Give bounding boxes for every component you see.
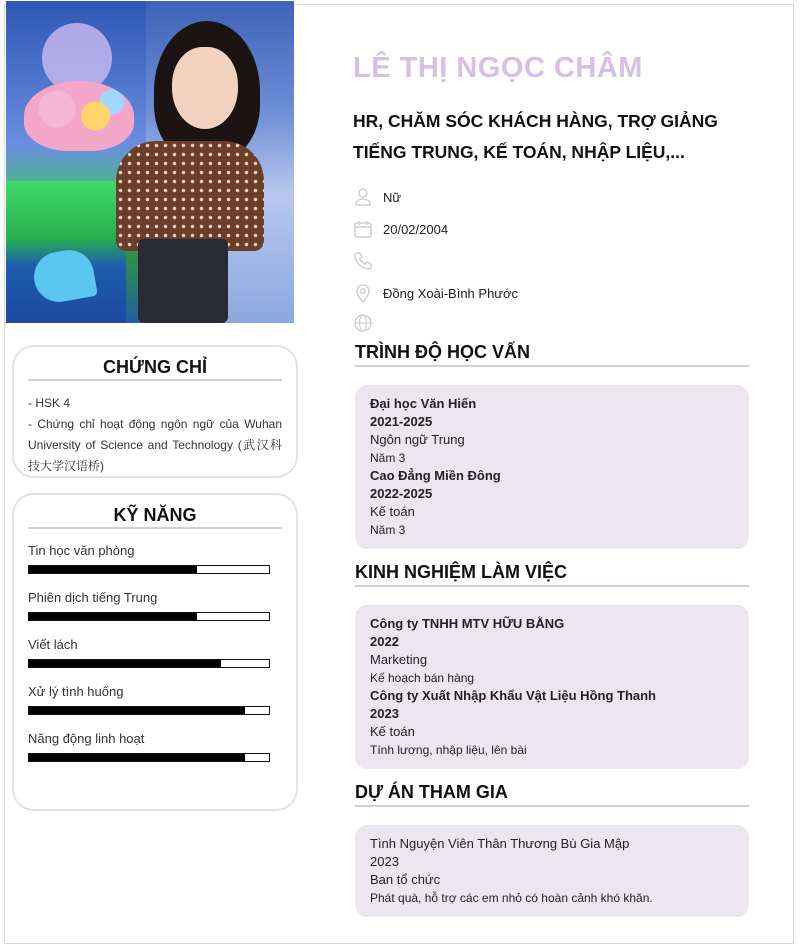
skill-item xyxy=(28,637,282,668)
skill-bar-fill xyxy=(29,754,245,761)
user-icon xyxy=(353,187,373,207)
experience-company: Công ty TNHH MTV HỮU BẰNG xyxy=(370,616,565,631)
skill-item xyxy=(28,543,282,574)
gender-text: Nữ xyxy=(383,189,402,205)
candidate-name: LÊ THỊ NGỌC CHÂM xyxy=(353,52,643,84)
experience-role: Marketing xyxy=(370,652,428,667)
contact-gender xyxy=(353,186,401,208)
certificates-list xyxy=(28,393,282,477)
project-desc: Phát quà, hỗ trợ các em nhỏ có hoàn cảnh khó khăn. xyxy=(370,891,653,905)
experience-desc: Kế hoạch bán hàng xyxy=(370,671,475,685)
project-role: Ban tổ chức xyxy=(370,872,441,887)
skill-item xyxy=(28,731,282,762)
experience-desc: Tính lương, nhập liệu, lên bài xyxy=(370,743,527,757)
education-years: 2021-2025 xyxy=(370,414,433,429)
skills-list xyxy=(14,543,296,762)
contact-phone xyxy=(353,250,383,272)
experience-year: 2022 xyxy=(370,634,399,649)
skill-bar-fill xyxy=(29,660,221,667)
skill-name: Viết lách xyxy=(28,637,78,652)
education-card xyxy=(355,385,749,549)
skill-name: Xử lý tình huống xyxy=(28,684,124,699)
certificate-item: - HSK 4 xyxy=(28,396,71,410)
profile-photo xyxy=(6,1,294,323)
education-school: Cao Đẳng Miền Đông xyxy=(370,468,501,483)
contact-website xyxy=(353,314,383,332)
experience-card xyxy=(355,605,749,769)
skill-bar-fill xyxy=(29,707,245,714)
certificates-box xyxy=(12,345,298,478)
job-title: HR, CHĂM SÓC KHÁCH HÀNG, TRỢ GIẢNG TIẾNG TRUNG, KẾ TOÁN, NHẬP LIỆU,... xyxy=(353,111,718,162)
skill-name: Phiên dịch tiếng Trung xyxy=(28,590,158,605)
skill-item xyxy=(28,684,282,715)
skill-bar-fill xyxy=(29,566,197,573)
phone-icon xyxy=(353,251,373,271)
certificates-title: CHỨNG CHỈ xyxy=(28,357,282,381)
skill-name: Tin học văn phòng xyxy=(28,543,135,558)
skills-title: KỸ NĂNG xyxy=(28,505,282,529)
education-years: 2022-2025 xyxy=(370,486,433,501)
education-title: TRÌNH ĐỘ HỌC VẤN xyxy=(355,342,749,367)
skill-bar xyxy=(28,753,270,762)
project-name: Tình Nguyện Viên Thân Thương Bù Gia Mập xyxy=(370,836,630,851)
experience-title: KINH NGHIỆM LÀM VIỆC xyxy=(355,562,749,587)
projects-card xyxy=(355,825,749,917)
address-text: Đồng Xoài-Bình Phước xyxy=(383,285,519,301)
skill-bar xyxy=(28,612,270,621)
skill-bar-fill xyxy=(29,613,197,620)
project-year: 2023 xyxy=(370,854,399,869)
skills-box xyxy=(12,493,298,811)
skill-bar xyxy=(28,706,270,715)
education-school: Đại học Văn Hiến xyxy=(370,396,477,411)
experience-company: Công ty Xuất Nhập Khẩu Vật Liệu Hồng Thanh xyxy=(370,688,656,703)
skill-bar xyxy=(28,565,270,574)
calendar-icon xyxy=(353,219,373,239)
certificate-item: - Chứng chỉ hoạt động ngôn ngữ của Wuhan University of Science and Technology (武汉科技大学汉语桥) xyxy=(28,417,282,473)
contact-birthday xyxy=(353,218,448,240)
experience-year: 2023 xyxy=(370,706,399,721)
skill-bar xyxy=(28,659,270,668)
experience-role: Kế toán xyxy=(370,724,415,739)
education-note: Năm 3 xyxy=(370,451,406,465)
projects-title: DỰ ÁN THAM GIA xyxy=(355,782,749,807)
education-major: Ngôn ngữ Trung xyxy=(370,432,465,447)
skill-name: Năng động linh hoạt xyxy=(28,731,145,746)
education-major: Kế toán xyxy=(370,504,415,519)
location-pin-icon xyxy=(353,283,373,303)
globe-icon xyxy=(353,314,373,332)
contact-address xyxy=(353,282,518,304)
skill-item xyxy=(28,590,282,621)
education-note: Năm 3 xyxy=(370,523,406,537)
birthday-text: 20/02/2004 xyxy=(383,221,449,237)
